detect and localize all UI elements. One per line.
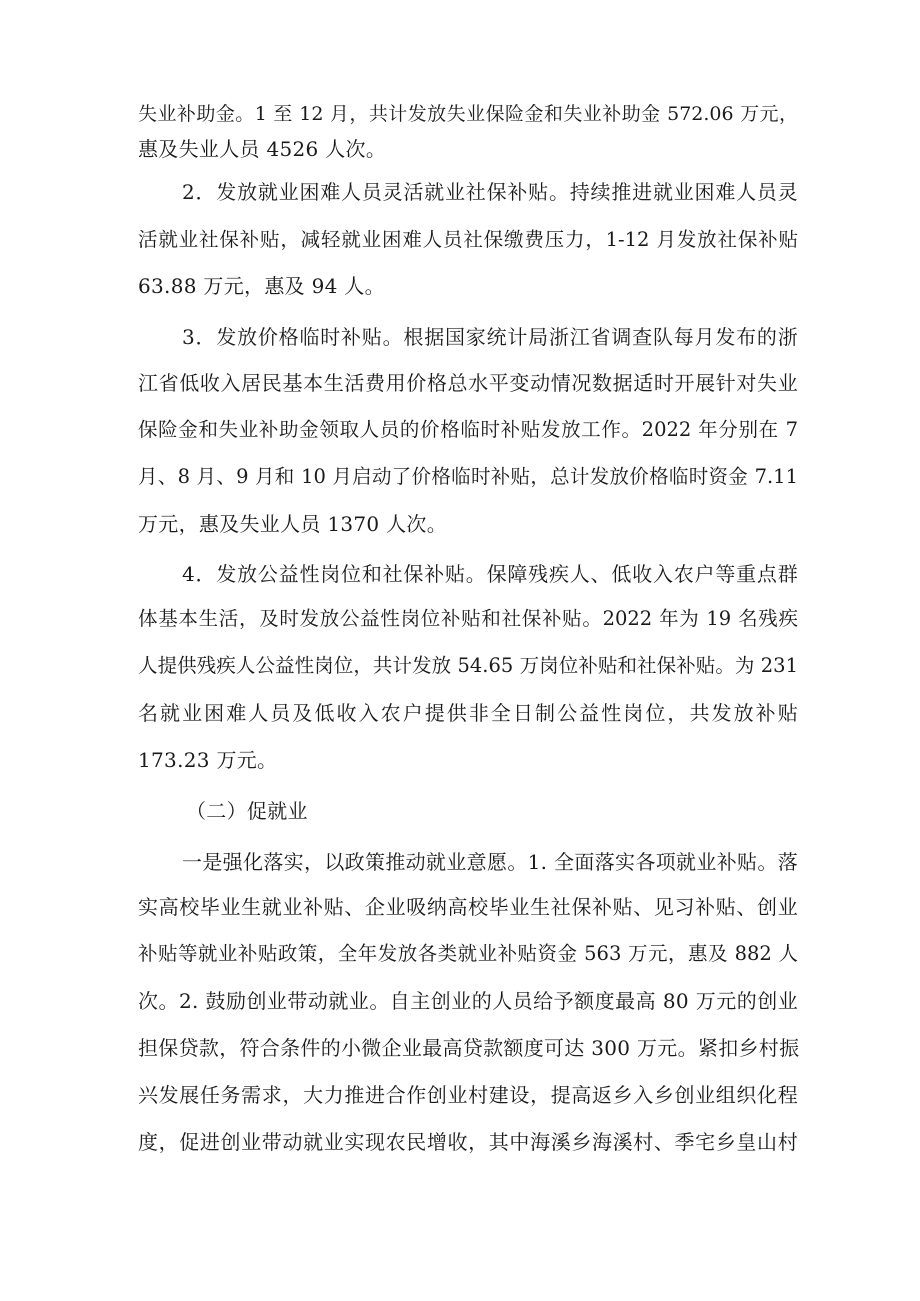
paragraph-line: 体基本生活，及时发放公益性岗位补贴和社保补贴。2022 年为 19 名残疾 [138, 607, 798, 630]
paragraph-first-line: 2．发放就业困难人员灵活就业社保补贴。持续推进就业困难人员灵 [182, 180, 798, 204]
paragraph-line: 度，促进创业带动就业实现农民增收，其中海溪乡海溪村、季宅乡皇山村 [138, 1130, 798, 1154]
paragraph-line: 江省低收入居民基本生活费用价格总水平变动情况数据适时开展针对失业 [138, 371, 798, 395]
paragraph-line: 人提供残疾人公益性岗位，共计发放 54.65 万岗位补贴和社保补贴。为 231 [138, 654, 798, 677]
paragraph-line: 173.23 万元。 [138, 748, 278, 772]
paragraph-line: 补贴等就业补贴政策，全年发放各类就业补贴资金 563 万元，惠及 882 人 [138, 942, 798, 965]
paragraph-line: 保险金和失业补助金领取人员的价格临时补贴发放工作。2022 年分别在 7 [138, 418, 798, 441]
paragraph-line: 失业补助金。1 至 12 月，共计发放失业保险金和失业补助金 572.06 万元， [138, 103, 798, 125]
paragraph-line: 兴发展任务需求，大力推进合作创业村建设，提高返乡入乡创业组织化程 [138, 1083, 798, 1107]
paragraph-first-line: 一是强化落实，以政策推动就业意愿。1. 全面落实各项就业补贴。落 [182, 850, 798, 874]
paragraph-line: 次。2. 鼓励创业带动就业。自主创业的人员给予额度最高 80 万元的创业 [138, 989, 798, 1013]
paragraph-line: 实高校毕业生就业补贴、企业吸纳高校毕业生社保补贴、见习补贴、创业 [138, 895, 798, 919]
section-subheading: （二）促就业 [186, 799, 308, 823]
paragraph-line: 月、8 月、9 月和 10 月启动了价格临时补贴，总计发放价格临时资金 7.11 [138, 465, 798, 488]
paragraph-line: 活就业社保补贴，减轻就业困难人员社保缴费压力，1-12 月发放社保补贴 [138, 228, 798, 251]
paragraph-first-line: 3．发放价格临时补贴。根据国家统计局浙江省调查队每月发布的浙 [182, 325, 798, 349]
paragraph-line: 惠及失业人员 4526 人次。 [138, 137, 387, 161]
paragraph-line: 担保贷款，符合条件的小微企业最高贷款额度可达 300 万元。紧扣乡村振 [138, 1036, 800, 1060]
paragraph-line: 63.88 万元，惠及 94 人。 [138, 274, 385, 298]
paragraph-line: 万元，惠及失业人员 1370 人次。 [138, 512, 448, 536]
paragraph-first-line: 4．发放公益性岗位和社保补贴。保障残疾人、低收入农户等重点群 [182, 562, 798, 586]
paragraph-line: 名就业困难人员及低收入农户提供非全日制公益性岗位，共发放补贴 [138, 701, 798, 725]
